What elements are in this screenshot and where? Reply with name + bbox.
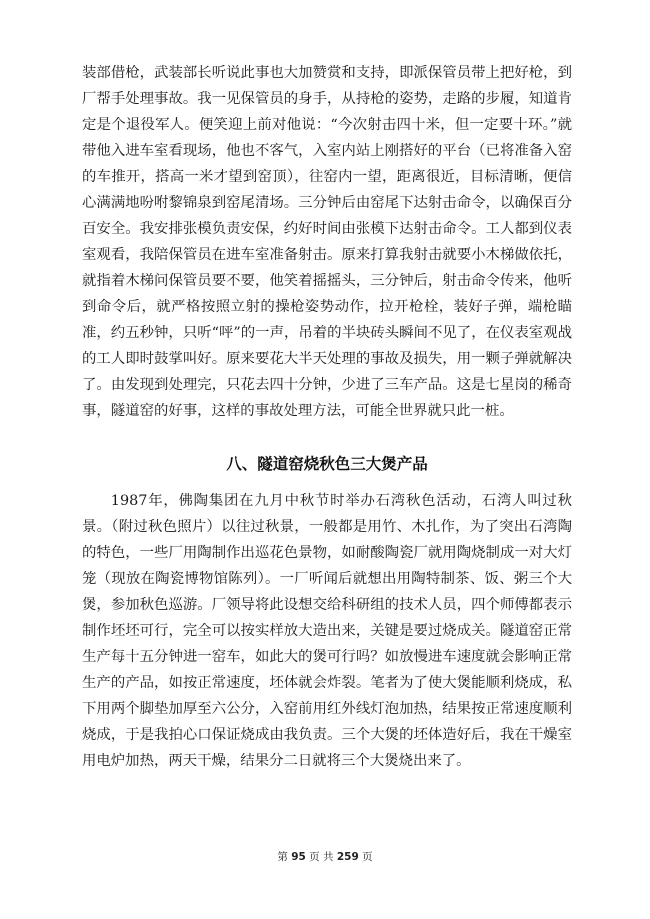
total-page-count: 259: [336, 851, 359, 863]
document-body: [82, 60, 572, 774]
footer-prefix: 第: [277, 851, 288, 863]
section-heading: 八、隧道窑烧秋色三大煲产品: [226, 455, 428, 473]
paragraph-continued: 装部借枪，武装部长听说此事也大加赞赏和支持，即派保管员带上把好枪，到厂帮手处理事故。我一见保管员的身手，从持枪的姿势，走路的步履，知道肯定是个退役军人。便笑迎上前对他说：“今次射击四十米，但一定要十环。”就带他入进车室看现场，他也不客气，入室内站上刚搭好的平台（已将准备入窑的车推开，搭高一米才望到窑顶），往窑内一望，距离很近，目标清晰，便信心满满地吩咐黎锦泉到窑尾清场。三分钟后由窑尾下达射击命令，以确保百分百安全。我安排张模负责安保，约好时间由张模下达射击命令。工人都到仪表室观看，我陪保管员在进车室准备射击。原来打算我射击就要小木梯做依托，就指着木梯问保管员要不要，他笑着摇摇头，三分钟后，射击命令传来，他听到命令后，就严格按照立射的操枪姿势动作，拉开枪栓，装好子弹，端枪瞄准，约五秒钟，只听“呯”的一声，吊着的半块砖头瞬间不见了，在仪表室观战的工人即时鼓掌叫好。原来要花大半天处理的事故及损失，用一颗子弹就解决了。由发现到处理完，只花去四十分钟，少进了三车产品。这是七星岗的稀奇事，隧道窑的好事，这样的事故处理方法，可能全世界就只此一桩。: [82, 65, 572, 419]
page-footer: [0, 849, 650, 864]
footer-middle: 页 共: [309, 851, 334, 863]
current-page-number: 95: [291, 851, 306, 863]
footer-suffix: 页: [362, 851, 373, 863]
paragraph-section-8: 1987年，佛陶集团在九月中秋节时举办石湾秋色活动，石湾人叫过秋景。（附过秋色照片）以往过秋景，一般都是用竹、木扎作，为了突出石湾陶的特色，一些厂用陶制作出巡花色景物，如耐酸陶瓷厂就用陶烧制成一对大灯笼（现放在陶瓷博物馆陈列）。一厂听闻后就想出用陶特制茶、饭、粥三个大煲，参加秋色巡游。厂领导将此设想交给科研组的技术人员，四个师傅都表示制作坯坯可行，完全可以按实样放大造出来，关键是要过烧成关。隧道窑正常生产每十五分钟进一窑车，如此大的煲可行吗？如放慢进车速度就会影响正常生产的产品，如按正常速度，坯体就会炸裂。笔者为了使大煲能顺利烧成，私下用两个脚垫加厚至六公分，入窑前用红外线灯泡加热，结果按正常速度顺利烧成，于是我拍心口保证烧成由我负责。三个大煲的坯体造好后，我在干燥室用电炉加热，两天干燥，结果分二日就将三个大煲烧出来了。: [82, 493, 572, 769]
